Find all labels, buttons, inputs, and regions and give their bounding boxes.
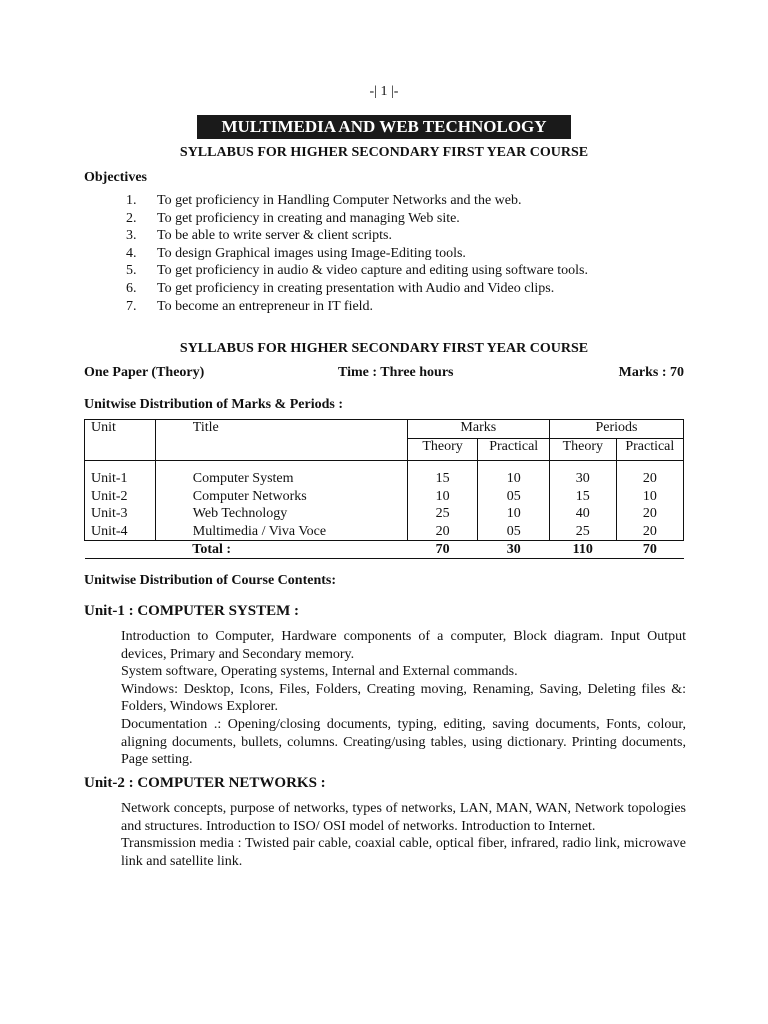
cell-title: Web Technology (155, 505, 407, 523)
cell-periods-practical: 20 (616, 505, 683, 523)
cell-unit: Unit-4 (85, 523, 156, 541)
exam-paper: One Paper (Theory) (84, 365, 205, 380)
cell-marks-practical: 10 (478, 505, 549, 523)
table-header-marks-practical: Practical (478, 439, 549, 461)
list-item (126, 280, 588, 298)
paragraph: Network concepts, purpose of networks, types of networks, LAN, MAN, WAN, Network topologies and structures. Introduction to ISO/ OSI model of networks. Introduction to Internet. (121, 801, 686, 834)
contents-heading: Unitwise Distribution of Course Contents: (84, 573, 336, 588)
table-spacer (85, 461, 684, 471)
cell-marks-practical: 05 (478, 488, 549, 506)
total-periods-practical: 70 (616, 541, 683, 559)
total-periods-theory: 110 (549, 541, 616, 559)
list-item-number: 7. (126, 298, 137, 314)
table-header-marks: Marks (407, 420, 549, 439)
total-marks-practical: 30 (478, 541, 549, 559)
cell-periods-practical: 20 (616, 470, 683, 488)
list-item-number: 1. (126, 193, 137, 208)
table-row (85, 523, 684, 541)
exam-marks: Marks : 70 (618, 365, 684, 380)
paragraph: Transmission media : Twisted pair cable, coaxial cable, optical fiber, infrared, radio link, microwave link and satellite link. (121, 836, 686, 869)
cell-marks-practical: 05 (478, 523, 549, 541)
table-header-marks-theory: Theory (407, 439, 478, 461)
table-header-unit: Unit (85, 420, 156, 461)
list-item-number: 2. (126, 210, 137, 226)
cell-marks-practical: 10 (478, 470, 549, 488)
cell-marks-theory: 10 (407, 488, 478, 506)
list-item-text: To get proficiency in creating presentation with Audio and Video clips. (157, 280, 555, 296)
list-item-number: 3. (126, 228, 137, 244)
list-item (126, 227, 588, 245)
table-total-row (85, 541, 684, 559)
list-item (126, 262, 588, 280)
cell-title: Computer System (155, 470, 407, 488)
list-item-text: To be able to write server & client scripts. (157, 228, 392, 244)
cell-marks-theory: 20 (407, 523, 478, 541)
paragraph: Introduction to Computer, Hardware components of a computer, Block diagram. Input Output devices, Primary and Secondary memory. (121, 629, 686, 662)
distribution-heading: Unitwise Distribution of Marks & Periods : (84, 397, 343, 412)
cell-title: Multimedia / Viva Voce (155, 523, 407, 541)
cell-periods-practical: 10 (616, 488, 683, 506)
table-row (85, 488, 684, 506)
cell-periods-theory: 40 (549, 505, 616, 523)
list-item (126, 210, 588, 228)
cell-unit: Unit-3 (85, 505, 156, 523)
paragraph: Documentation .: Opening/closing documents, typing, editing, saving documents, Fonts, colour, aligning documents, bullets, columns. Creating/using tables, using dictionary. Printing documents, Page setting. (121, 716, 686, 768)
cell-unit: Unit-1 (85, 470, 156, 488)
syllabus-subtitle: SYLLABUS FOR HIGHER SECONDARY FIRST YEAR COURSE (179, 145, 589, 160)
cell-periods-theory: 25 (549, 523, 616, 541)
cell-periods-theory: 15 (549, 488, 616, 506)
table-header-periods: Periods (549, 420, 683, 439)
cell-unit: Unit-2 (85, 488, 156, 506)
table-row (85, 505, 684, 523)
list-item (126, 192, 588, 210)
paragraph: Windows: Desktop, Icons, Files, Folders, Creating moving, Renaming, Saving, Deleting files &: Folders, Windows Explorer. (121, 681, 686, 715)
list-item-text: To design Graphical images using Image-Editing tools. (157, 245, 466, 261)
list-item-number: 6. (126, 280, 137, 296)
document-title: MULTIMEDIA AND WEB TECHNOLOGY (197, 115, 571, 139)
total-label: Total : (155, 541, 407, 559)
list-item-text: To get proficiency in Handling Computer Networks and the web. (157, 193, 522, 208)
unit-2-content (121, 800, 686, 870)
list-item-text: To become an entrepreneur in IT field. (157, 298, 374, 314)
cell-marks-theory: 25 (407, 505, 478, 523)
table-header-periods-practical: Practical (616, 439, 683, 461)
objectives-list (126, 192, 588, 315)
unit-1-content (121, 628, 686, 769)
objectives-heading: Objectives (84, 170, 147, 185)
list-item (126, 245, 588, 263)
syllabus-heading: SYLLABUS FOR HIGHER SECONDARY FIRST YEAR COURSE (179, 341, 589, 356)
page-number: -| 1 |- (369, 84, 399, 99)
table-header-title: Title (155, 420, 407, 461)
exam-time: Time : Three hours (338, 365, 454, 380)
cell-marks-theory: 15 (407, 470, 478, 488)
marks-periods-table (84, 419, 684, 559)
list-item-number: 4. (126, 245, 137, 261)
paragraph: System software, Operating systems, Internal and External commands. (121, 664, 518, 680)
table-row (85, 470, 684, 488)
unit-2-heading: Unit-2 : COMPUTER NETWORKS : (84, 775, 326, 791)
cell-periods-theory: 30 (549, 470, 616, 488)
cell-title: Computer Networks (155, 488, 407, 506)
list-item-text: To get proficiency in creating and managing Web site. (157, 210, 460, 226)
unit-1-heading: Unit-1 : COMPUTER SYSTEM : (84, 603, 300, 619)
list-item-text: To get proficiency in audio & video capture and editing using software tools. (157, 263, 588, 279)
cell-periods-practical: 20 (616, 523, 683, 541)
table-header-periods-theory: Theory (549, 439, 616, 461)
list-item (126, 298, 588, 316)
list-item-number: 5. (126, 263, 137, 279)
total-marks-theory: 70 (407, 541, 478, 559)
